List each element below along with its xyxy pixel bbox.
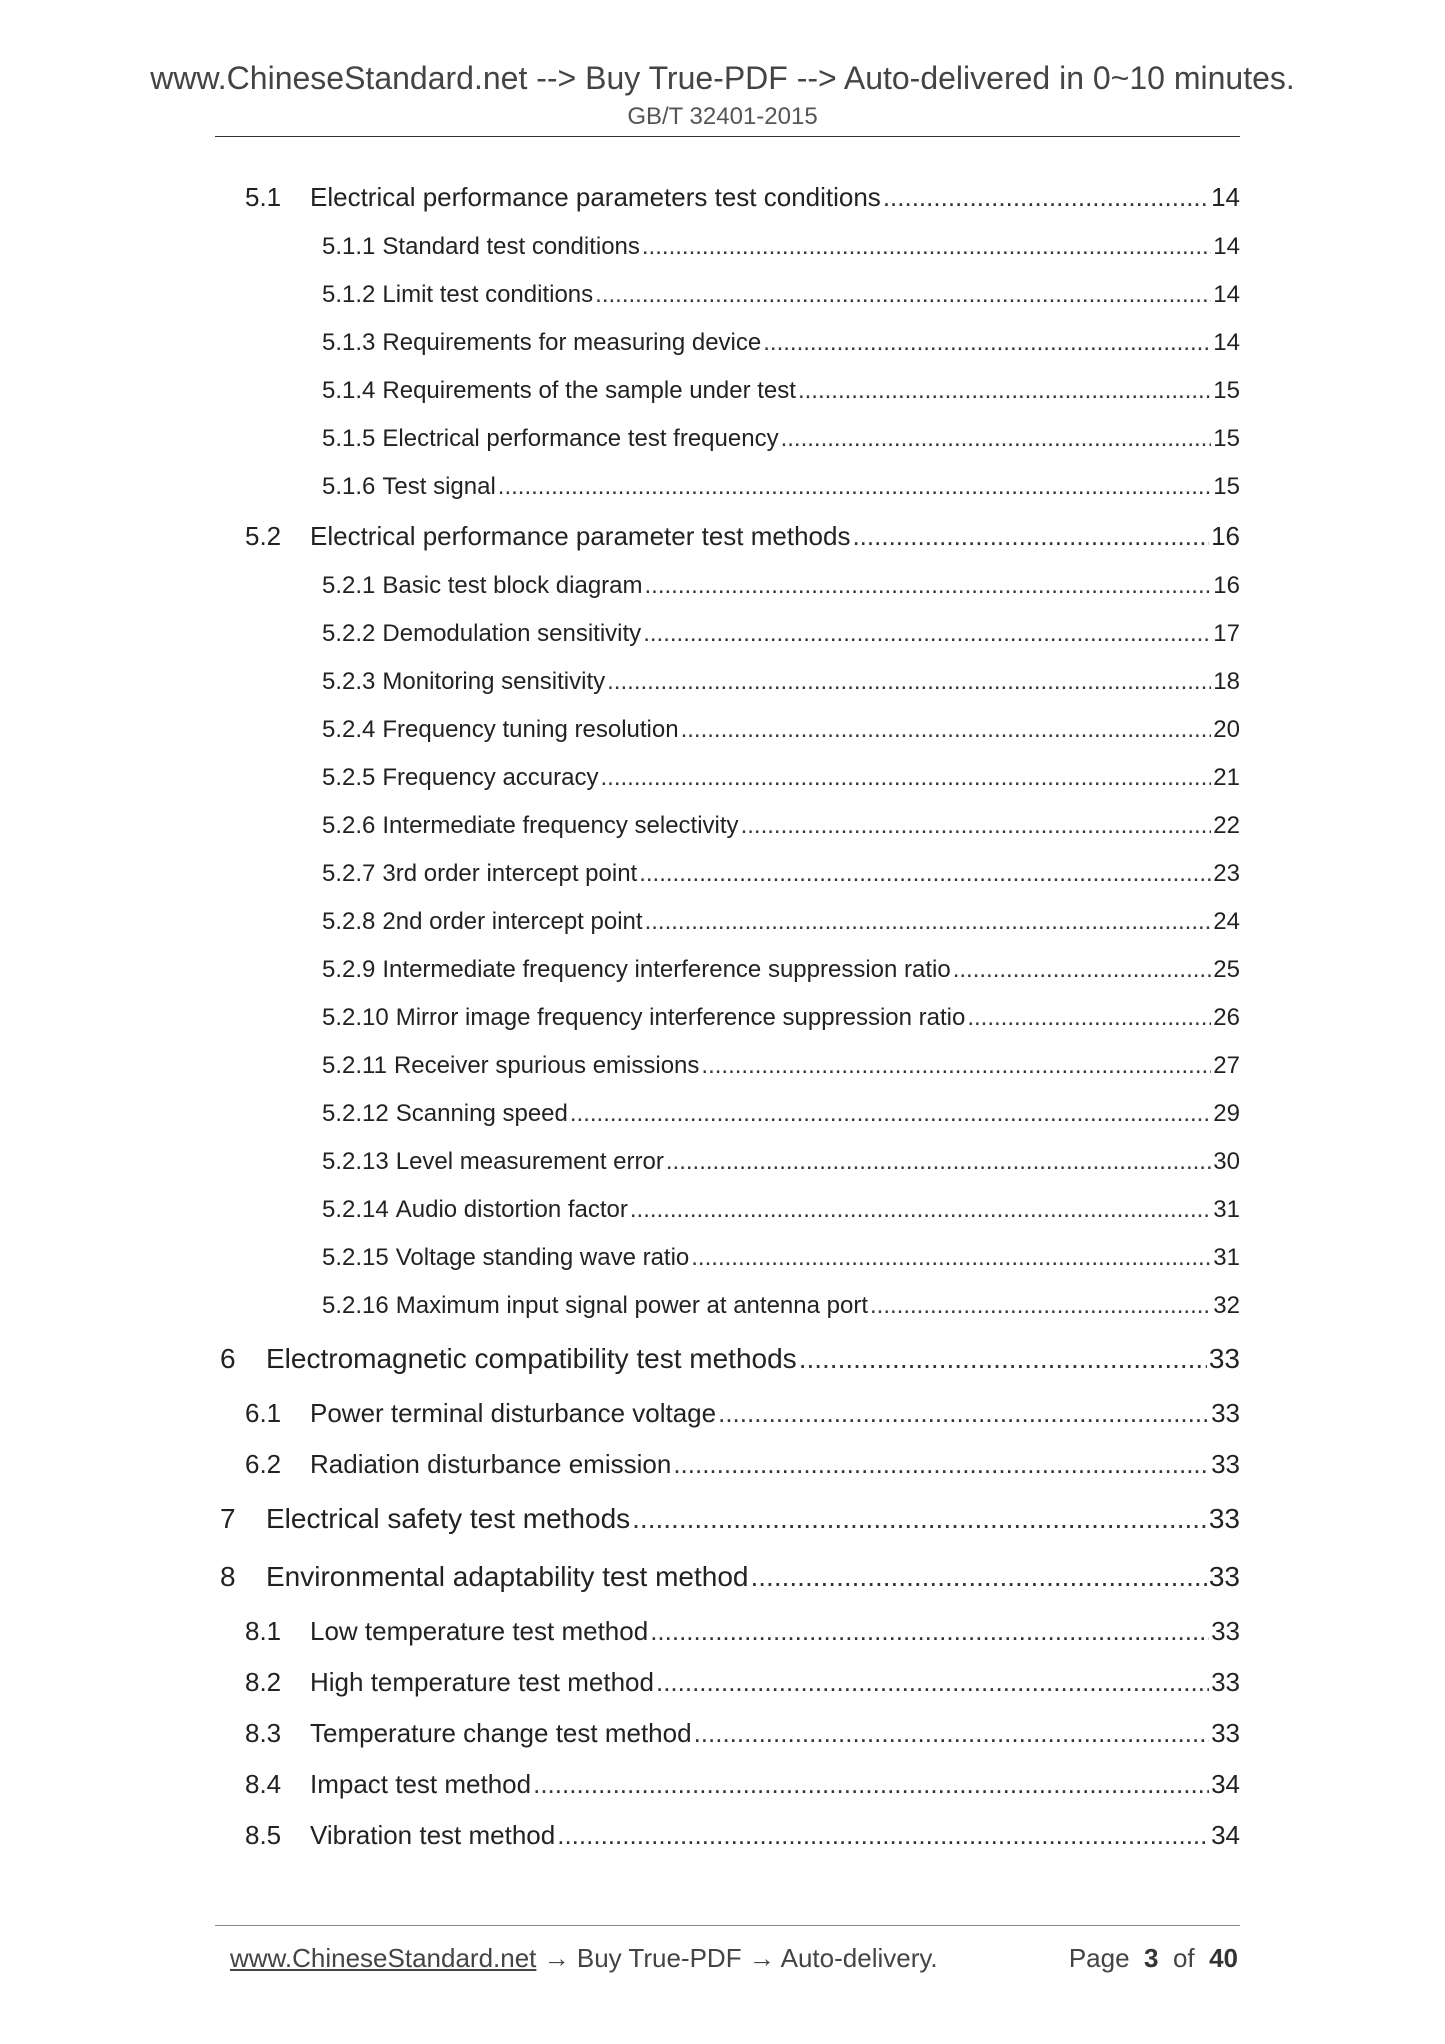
arrow-right-icon: → bbox=[748, 1943, 775, 1973]
toc-entry-line bbox=[322, 1148, 1240, 1176]
page-header bbox=[0, 58, 1445, 132]
toc-entry[interactable] bbox=[0, 1330, 1445, 1388]
toc-section-number: 8.3 bbox=[245, 1718, 282, 1748]
toc-entry[interactable] bbox=[0, 1548, 1445, 1606]
toc-section-number: 5.2.8 bbox=[322, 908, 376, 935]
toc-page-number: 14 bbox=[1213, 329, 1240, 356]
toc-dot-leader bbox=[643, 620, 1211, 648]
toc-section-title: Test signal bbox=[382, 473, 496, 500]
toc-section-number: 5.1.1 bbox=[322, 233, 376, 260]
toc-entry[interactable] bbox=[0, 172, 1445, 223]
toc-page-number: 26 bbox=[1213, 1004, 1240, 1031]
toc-section-number: 8.1 bbox=[245, 1616, 282, 1646]
toc-entry[interactable] bbox=[0, 562, 1445, 610]
page-indicator bbox=[1069, 1943, 1238, 1974]
footer-buy-text: Buy True-PDF bbox=[576, 1943, 742, 1973]
toc-dot-leader bbox=[645, 572, 1212, 600]
toc-page-number: 15 bbox=[1213, 377, 1240, 404]
toc-entry[interactable] bbox=[0, 415, 1445, 463]
toc-entry[interactable] bbox=[0, 271, 1445, 319]
toc-entry[interactable] bbox=[0, 511, 1445, 562]
toc-entry-line bbox=[245, 1718, 1240, 1749]
toc-section-number: 5.2.1 bbox=[322, 572, 376, 599]
toc-page-number: 33 bbox=[1211, 1449, 1240, 1479]
toc-page-number: 15 bbox=[1213, 473, 1240, 500]
footer-site-link[interactable]: www.ChineseStandard.net bbox=[230, 1943, 537, 1973]
toc-section-number: 5.2.15 bbox=[322, 1244, 389, 1271]
toc-section-number: 7 bbox=[220, 1503, 236, 1534]
toc-dot-leader bbox=[751, 1561, 1207, 1593]
toc-section-title: Scanning speed bbox=[395, 1100, 568, 1127]
toc-entry-line bbox=[245, 1616, 1240, 1647]
toc-section-number: 5.1.3 bbox=[322, 329, 376, 356]
toc-entry-line bbox=[322, 812, 1240, 840]
toc-entry-line bbox=[220, 1561, 1240, 1593]
toc-dot-leader bbox=[607, 668, 1211, 696]
toc-page-number: 21 bbox=[1213, 764, 1240, 791]
toc-entry-line bbox=[245, 521, 1240, 552]
toc-page-number: 30 bbox=[1213, 1148, 1240, 1175]
toc-dot-leader bbox=[798, 377, 1211, 405]
toc-section-number: 5.2.4 bbox=[322, 716, 376, 743]
toc-entry-line bbox=[322, 473, 1240, 501]
toc-page-number: 33 bbox=[1211, 1616, 1240, 1646]
toc-entry[interactable] bbox=[0, 1439, 1445, 1490]
toc-dot-leader bbox=[639, 860, 1211, 888]
toc-entry-line bbox=[322, 1196, 1240, 1224]
toc-page-number: 33 bbox=[1208, 1561, 1240, 1592]
toc-section-title: 2nd order intercept point bbox=[382, 908, 643, 935]
toc-entry[interactable] bbox=[0, 1708, 1445, 1759]
toc-page-number: 18 bbox=[1213, 668, 1240, 695]
toc-dot-leader bbox=[883, 182, 1209, 213]
toc-entry[interactable] bbox=[0, 463, 1445, 511]
toc-section-title: Electromagnetic compatibility test methods bbox=[266, 1343, 797, 1374]
page-number: 3 bbox=[1144, 1943, 1159, 1973]
toc-entry[interactable] bbox=[0, 223, 1445, 271]
toc-entry-line bbox=[322, 860, 1240, 888]
toc-section-number: 5.2.12 bbox=[322, 1100, 389, 1127]
toc-dot-leader bbox=[701, 1052, 1211, 1080]
toc-section-number: 5.2.10 bbox=[322, 1004, 389, 1031]
footer-divider bbox=[215, 1925, 1240, 1926]
toc-entry[interactable] bbox=[0, 1490, 1445, 1548]
toc-section-number: 5.1.4 bbox=[322, 377, 376, 404]
toc-page-number: 22 bbox=[1213, 812, 1240, 839]
toc-entry[interactable] bbox=[0, 319, 1445, 367]
toc-dot-leader bbox=[570, 1100, 1211, 1128]
toc-section-title: Mirror image frequency interference suppression ratio bbox=[395, 1004, 966, 1031]
toc-entry-line bbox=[322, 425, 1240, 453]
toc-dot-leader bbox=[852, 521, 1209, 552]
toc-dot-leader bbox=[953, 956, 1212, 984]
toc-entry[interactable] bbox=[0, 658, 1445, 706]
toc-section-title: Basic test block diagram bbox=[382, 572, 643, 599]
toc-entry-line bbox=[322, 1052, 1240, 1080]
toc-entry[interactable] bbox=[0, 994, 1445, 1042]
toc-entry[interactable] bbox=[0, 1186, 1445, 1234]
toc-section-number: 5.2.11 bbox=[322, 1052, 387, 1079]
toc-dot-leader bbox=[595, 281, 1211, 309]
toc-entry-line bbox=[322, 1292, 1240, 1320]
toc-section-title: Maximum input signal power at antenna port bbox=[395, 1292, 868, 1319]
toc-entry[interactable] bbox=[0, 1657, 1445, 1708]
toc-section-title: Temperature change test method bbox=[310, 1718, 692, 1748]
toc-page-number: 16 bbox=[1211, 521, 1240, 551]
toc-entry[interactable] bbox=[0, 1810, 1445, 1861]
toc-page-number: 34 bbox=[1211, 1820, 1240, 1850]
toc-dot-leader bbox=[666, 1148, 1211, 1176]
toc-page-number: 20 bbox=[1213, 716, 1240, 743]
toc-section-title: Level measurement error bbox=[395, 1148, 664, 1175]
page-footer bbox=[230, 1943, 1238, 1977]
toc-entry[interactable] bbox=[0, 754, 1445, 802]
toc-section-title: Electrical performance parameters test conditions bbox=[310, 182, 881, 212]
header-banner: www.ChineseStandard.net --> Buy True-PDF --> Auto-delivered in 0~10 minutes. bbox=[150, 60, 1295, 96]
toc-section-title: Electrical safety test methods bbox=[266, 1503, 631, 1534]
toc-page-number: 29 bbox=[1213, 1100, 1240, 1127]
toc-dot-leader bbox=[656, 1667, 1209, 1698]
toc-entry[interactable] bbox=[0, 1759, 1445, 1810]
toc-entry-line bbox=[245, 182, 1240, 213]
header-divider bbox=[215, 136, 1240, 137]
toc-section-number: 5.2.13 bbox=[322, 1148, 389, 1175]
toc-page-number: 14 bbox=[1213, 233, 1240, 260]
toc-section-number: 6 bbox=[220, 1343, 236, 1374]
toc-section-title: Requirements for measuring device bbox=[382, 329, 762, 356]
toc-dot-leader bbox=[645, 908, 1212, 936]
toc-dot-leader bbox=[642, 233, 1211, 261]
toc-section-title: Impact test method bbox=[310, 1769, 532, 1799]
toc-section-number: 5.2.5 bbox=[322, 764, 376, 791]
toc-entry-line bbox=[322, 329, 1240, 357]
toc-section-number: 5.1 bbox=[245, 182, 282, 212]
toc-page-number: 23 bbox=[1213, 860, 1240, 887]
toc-page-number: 33 bbox=[1211, 1667, 1240, 1697]
toc-page-number: 14 bbox=[1211, 182, 1240, 212]
toc-section-title: Low temperature test method bbox=[310, 1616, 649, 1646]
toc-dot-leader bbox=[799, 1343, 1207, 1375]
toc-entry[interactable] bbox=[0, 1234, 1445, 1282]
toc-section-title: Electrical performance parameter test methods bbox=[310, 521, 851, 551]
toc-page-number: 33 bbox=[1208, 1503, 1240, 1534]
toc-section-title: Vibration test method bbox=[310, 1820, 556, 1850]
toc-section-number: 5.2.2 bbox=[322, 620, 376, 647]
toc-section-title: Environmental adaptability test method bbox=[266, 1561, 749, 1592]
toc-entry-line bbox=[220, 1343, 1240, 1375]
toc-entry[interactable] bbox=[0, 1042, 1445, 1090]
of-word: of bbox=[1172, 1943, 1195, 1973]
toc-section-number: 8.2 bbox=[245, 1667, 282, 1697]
toc-section-number: 5.1.5 bbox=[322, 425, 376, 452]
toc-page-number: 32 bbox=[1213, 1292, 1240, 1319]
toc-dot-leader bbox=[741, 812, 1212, 840]
toc-entry-line bbox=[245, 1449, 1240, 1480]
toc-section-title: Frequency tuning resolution bbox=[382, 716, 679, 743]
toc-entry[interactable] bbox=[0, 898, 1445, 946]
page-total: 40 bbox=[1209, 1943, 1238, 1973]
toc-section-title: Receiver spurious emissions bbox=[393, 1052, 700, 1079]
toc-page-number: 33 bbox=[1208, 1343, 1240, 1374]
toc-section-title: Radiation disturbance emission bbox=[310, 1449, 672, 1479]
toc-entry[interactable] bbox=[0, 946, 1445, 994]
toc-dot-leader bbox=[632, 1503, 1207, 1535]
toc-dot-leader bbox=[694, 1718, 1210, 1749]
toc-entry-line bbox=[245, 1667, 1240, 1698]
toc-entry-line bbox=[322, 1004, 1240, 1032]
toc-section-title: Electrical performance test frequency bbox=[382, 425, 779, 452]
toc-page-number: 24 bbox=[1213, 908, 1240, 935]
toc-entry[interactable] bbox=[0, 610, 1445, 658]
page-word: Page bbox=[1068, 1943, 1130, 1973]
toc-page-number: 15 bbox=[1213, 425, 1240, 452]
table-of-contents bbox=[0, 172, 1445, 1861]
toc-entry-line bbox=[322, 908, 1240, 936]
toc-section-number: 8.5 bbox=[245, 1820, 282, 1850]
toc-dot-leader bbox=[557, 1820, 1209, 1851]
toc-entry-line bbox=[322, 1100, 1240, 1128]
toc-section-title: Intermediate frequency selectivity bbox=[382, 812, 739, 839]
toc-entry[interactable] bbox=[0, 802, 1445, 850]
toc-entry[interactable] bbox=[0, 1606, 1445, 1657]
toc-section-title: 3rd order intercept point bbox=[382, 860, 638, 887]
toc-dot-leader bbox=[650, 1616, 1209, 1647]
toc-entry-line bbox=[322, 281, 1240, 309]
toc-section-title: Standard test conditions bbox=[382, 233, 640, 260]
toc-dot-leader bbox=[498, 473, 1212, 501]
toc-entry-line bbox=[322, 377, 1240, 405]
toc-entry[interactable] bbox=[0, 1282, 1445, 1330]
toc-section-number: 5.1.2 bbox=[322, 281, 376, 308]
toc-page-number: 34 bbox=[1211, 1769, 1240, 1799]
toc-entry-line bbox=[220, 1503, 1240, 1535]
toc-section-title: Requirements of the sample under test bbox=[382, 377, 796, 404]
toc-section-number: 6.1 bbox=[245, 1398, 282, 1428]
toc-dot-leader bbox=[630, 1196, 1211, 1224]
toc-section-title: Power terminal disturbance voltage bbox=[310, 1398, 717, 1428]
toc-entry-line bbox=[322, 956, 1240, 984]
toc-dot-leader bbox=[967, 1004, 1211, 1032]
toc-section-title: Demodulation sensitivity bbox=[382, 620, 642, 647]
toc-section-number: 6.2 bbox=[245, 1449, 282, 1479]
toc-page-number: 14 bbox=[1213, 281, 1240, 308]
toc-entry-line bbox=[322, 1244, 1240, 1272]
toc-section-number: 5.2.9 bbox=[322, 956, 376, 983]
toc-entry[interactable] bbox=[0, 1388, 1445, 1439]
toc-section-number: 5.2.3 bbox=[322, 668, 376, 695]
toc-dot-leader bbox=[600, 764, 1211, 792]
footer-left bbox=[230, 1943, 938, 1974]
toc-page-number: 33 bbox=[1211, 1718, 1240, 1748]
toc-section-number: 5.2.7 bbox=[322, 860, 376, 887]
toc-section-number: 5.1.6 bbox=[322, 473, 376, 500]
toc-dot-leader bbox=[718, 1398, 1209, 1429]
toc-section-number: 5.2.6 bbox=[322, 812, 376, 839]
toc-page-number: 31 bbox=[1213, 1196, 1240, 1223]
toc-section-title: High temperature test method bbox=[310, 1667, 654, 1697]
toc-dot-leader bbox=[781, 425, 1212, 453]
toc-entry-line bbox=[322, 668, 1240, 696]
toc-page-number: 27 bbox=[1213, 1052, 1240, 1079]
toc-section-number: 5.2 bbox=[245, 521, 282, 551]
toc-page-number: 31 bbox=[1213, 1244, 1240, 1271]
toc-dot-leader bbox=[691, 1244, 1211, 1272]
footer-auto-text: Auto-delivery. bbox=[780, 1943, 938, 1973]
toc-section-number: 5.2.16 bbox=[322, 1292, 389, 1319]
toc-dot-leader bbox=[673, 1449, 1209, 1480]
toc-entry[interactable] bbox=[0, 1138, 1445, 1186]
toc-section-title: Audio distortion factor bbox=[395, 1196, 628, 1223]
toc-section-title: Intermediate frequency interference suppression ratio bbox=[382, 956, 951, 983]
toc-entry[interactable] bbox=[0, 850, 1445, 898]
toc-entry-line bbox=[322, 764, 1240, 792]
toc-entry[interactable] bbox=[0, 1090, 1445, 1138]
standard-code: GB/T 32401-2015 bbox=[627, 103, 818, 130]
toc-section-number: 8.4 bbox=[245, 1769, 282, 1799]
toc-dot-leader bbox=[533, 1769, 1209, 1800]
toc-entry-line bbox=[245, 1398, 1240, 1429]
toc-entry-line bbox=[245, 1820, 1240, 1851]
toc-page-number: 16 bbox=[1213, 572, 1240, 599]
toc-entry-line bbox=[322, 620, 1240, 648]
toc-entry-line bbox=[322, 572, 1240, 600]
toc-entry-line bbox=[322, 716, 1240, 744]
toc-dot-leader bbox=[681, 716, 1212, 744]
toc-section-title: Monitoring sensitivity bbox=[382, 668, 606, 695]
toc-dot-leader bbox=[763, 329, 1211, 357]
arrow-right-icon: → bbox=[543, 1943, 570, 1973]
toc-section-title: Voltage standing wave ratio bbox=[395, 1244, 690, 1271]
toc-section-title: Frequency accuracy bbox=[382, 764, 599, 791]
toc-section-title: Limit test conditions bbox=[382, 281, 594, 308]
toc-page-number: 17 bbox=[1213, 620, 1240, 647]
toc-entry-line bbox=[322, 233, 1240, 261]
toc-entry[interactable] bbox=[0, 367, 1445, 415]
toc-page-number: 33 bbox=[1211, 1398, 1240, 1428]
toc-entry[interactable] bbox=[0, 706, 1445, 754]
toc-entry-line bbox=[245, 1769, 1240, 1800]
toc-section-number: 5.2.14 bbox=[322, 1196, 389, 1223]
toc-dot-leader bbox=[870, 1292, 1211, 1320]
toc-section-number: 8 bbox=[220, 1561, 236, 1592]
toc-page-number: 25 bbox=[1213, 956, 1240, 983]
